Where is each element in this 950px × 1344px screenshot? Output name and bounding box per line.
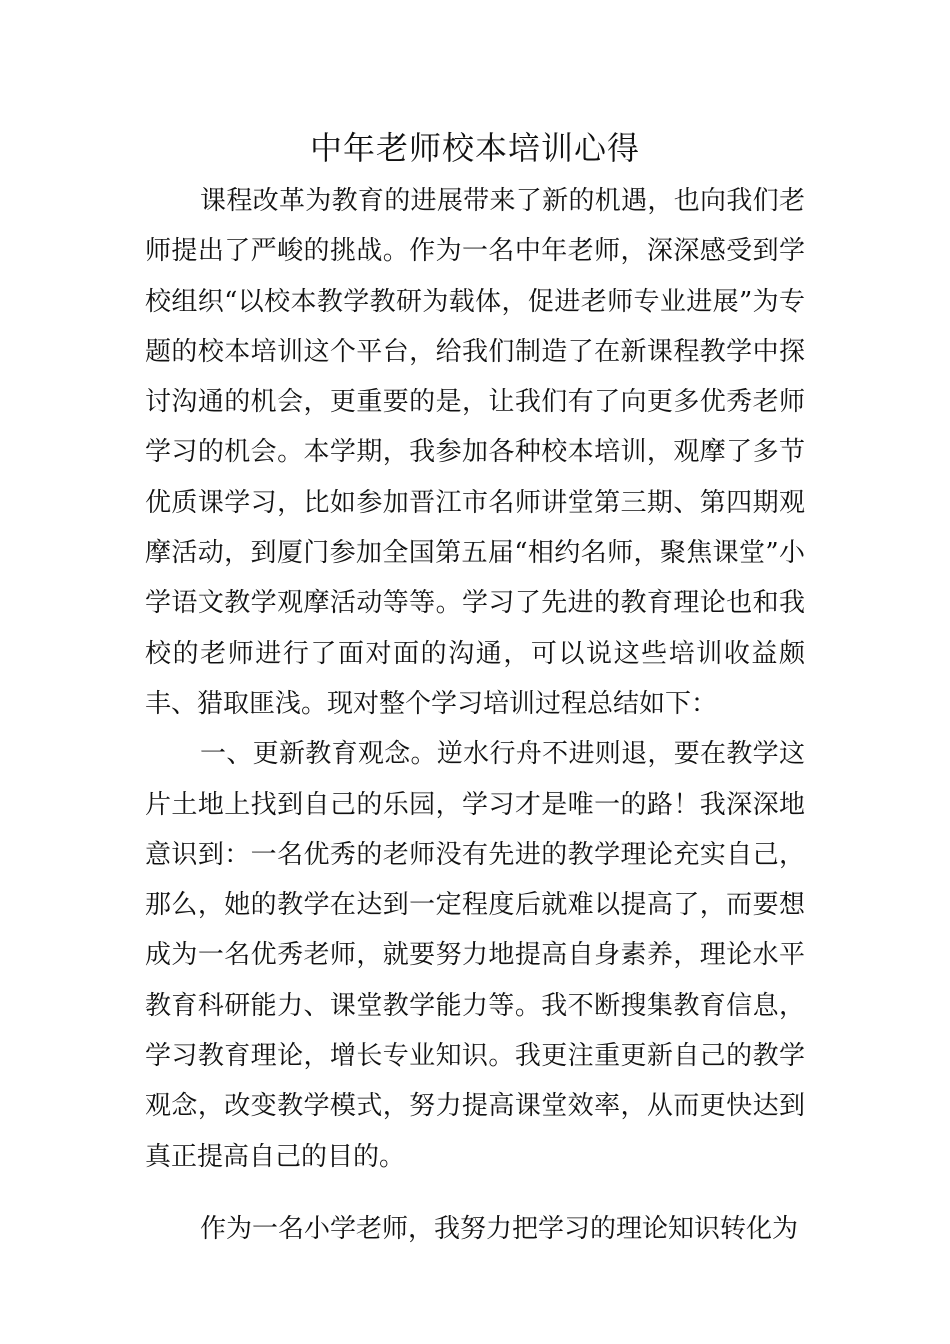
paragraph-intro: 课程改革为教育的进展带来了新的机遇，也向我们老师提出了严峻的挑战。作为一名中年老师，深深感受到学校组织“以校本教学教研为载体，促进老师专业进展”为专题的校本培训这个平台，给我们制造了在新课程教学中探讨沟通的机会，更重要的是，让我们有了向更多优秀老师学习的机会。本学期，我参加各种校本培训，观摩了多节优质课学习，比如参加晋江市名师讲堂第三期、第四期观摩活动，到厦门参加全国第五届“相约名师，聚焦课堂”小学语文教学观摩活动等等。学习了先进的教育理论也和我校的老师进行了面对面的沟通，可以说这些培训收益颇丰、猎取匪浅。现对整个学习培训过程总结如下：: [145, 186, 805, 719]
paragraph-continued: 作为一名小学老师，我努力把学习的理论知识转化为: [200, 1213, 799, 1244]
paragraph-section-one: 一、更新教育观念。逆水行舟不进则退，要在教学这片土地上找到自己的乐园，学习才是唯一的路！我深深地意识到：一名优秀的老师没有先进的教学理论充实自己，那么，她的教学在达到一定程度后就难以提高了，而要想成为一名优秀老师，就要努力地提高自身素养，理论水平教育科研能力、课堂教学能力等。我不断搜集教育信息，学习教育理论，增长专业知识。我更注重更新自己的教学观念，改变教学模式，努力提高课堂效率，从而更快达到真正提高自己的目的。: [145, 739, 805, 1172]
document-title: 中年老师校本培训心得: [309, 129, 640, 167]
document-body: [145, 176, 805, 1254]
